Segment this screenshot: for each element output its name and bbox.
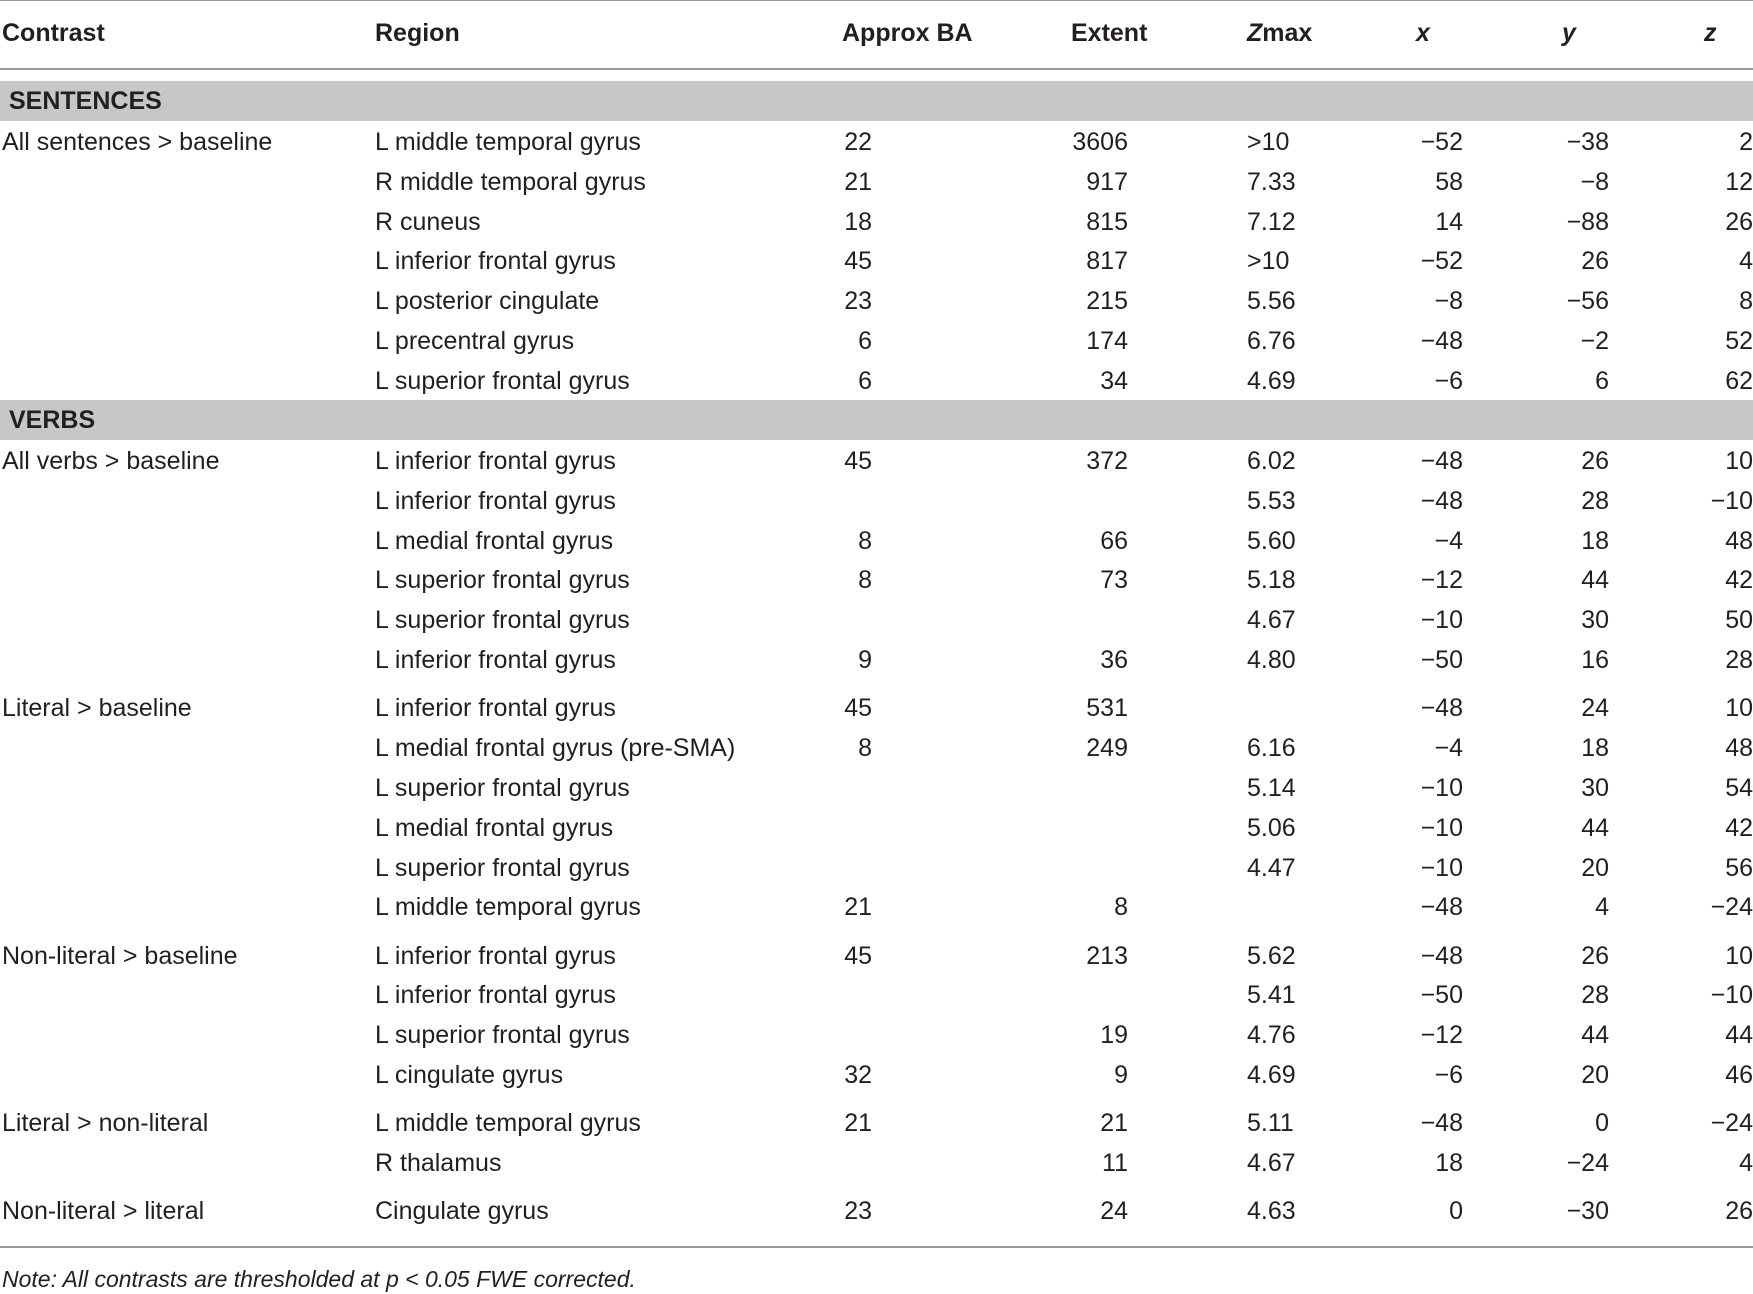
cell-extent: 917 [1086,167,1128,196]
cell-region: R thalamus [375,1149,502,1178]
cell-z: −10 [1710,981,1753,1010]
cell-x: −48 [1420,893,1463,922]
section-header [0,81,1753,121]
cell-zmax: 5.56 [1247,287,1296,316]
cell-extent: 11 [1102,1149,1128,1178]
cell-extent: 21 [1100,1109,1128,1138]
cell-approx-ba: 8 [858,526,872,555]
header-zmax-suffix: max [1262,19,1313,47]
cell-zmax: 6.76 [1247,327,1296,355]
cell-approx-ba: 22 [844,128,872,156]
cell-z: 4 [1739,247,1753,276]
cell-y: 30 [1581,606,1609,635]
cell-extent: 174 [1086,327,1128,355]
cell-z: 12 [1725,167,1753,196]
cell-y: 26 [1581,447,1609,475]
cell-x: −4 [1434,734,1463,763]
table-note: Note: All contrasts are thresholded at p < 0.05 FWE corrected. [2,1266,636,1292]
cell-z: −10 [1710,486,1753,515]
cell-extent: 213 [1086,941,1128,970]
cell-x: −8 [1434,287,1463,316]
cell-z: 42 [1725,566,1753,595]
cell-approx-ba: 8 [858,566,872,595]
cell-zmax: 5.06 [1247,813,1296,842]
cell-extent: 815 [1086,207,1128,236]
cell-y: 26 [1581,247,1609,276]
cell-region: R middle temporal gyrus [375,167,646,196]
cell-y: 20 [1581,853,1609,882]
cell-extent: 34 [1100,366,1128,395]
cell-contrast: Non-literal > baseline [2,941,238,970]
cell-zmax: 7.33 [1247,167,1296,196]
cell-x: −4 [1434,526,1463,555]
cell-region: R cuneus [375,207,481,236]
cell-region: L middle temporal gyrus [375,1109,641,1138]
cell-extent: 36 [1100,646,1128,674]
cell-y: 18 [1581,526,1609,555]
cell-zmax: 5.41 [1247,981,1296,1010]
bottom-rule [0,1246,1753,1248]
cell-x: −50 [1420,646,1463,674]
cell-x: 18 [1435,1149,1463,1178]
cell-zmax: 5.60 [1247,526,1296,555]
cell-extent: 3606 [1072,128,1128,156]
cell-region: L inferior frontal gyrus [375,447,616,475]
section-header [0,400,1753,440]
cell-extent: 19 [1100,1021,1128,1050]
cell-region: L inferior frontal gyrus [375,981,616,1010]
cell-extent: 9 [1114,1061,1128,1089]
cell-approx-ba: 6 [858,327,872,355]
cell-y: 44 [1581,566,1609,595]
cell-z: 10 [1725,694,1753,723]
cell-x: −48 [1420,486,1463,515]
cell-z: 2 [1739,128,1753,156]
cell-x: −48 [1420,447,1463,475]
cell-z: 46 [1725,1061,1753,1089]
cell-z: 42 [1725,813,1753,842]
cell-approx-ba: 45 [844,694,872,723]
cell-x: −10 [1420,853,1463,882]
cell-y: 0 [1595,1109,1609,1138]
cell-y: 28 [1581,486,1609,515]
cell-y: 20 [1581,1061,1609,1089]
cell-extent: 66 [1100,526,1128,555]
cell-y: 6 [1595,366,1609,395]
cell-z: 50 [1725,606,1753,635]
cell-z: 48 [1725,526,1753,555]
cell-y: 26 [1581,941,1609,970]
cell-zmax: 5.53 [1247,486,1296,515]
cell-zmax: >10 [1247,247,1290,276]
cell-z: 4 [1739,1149,1753,1178]
cell-approx-ba: 45 [844,247,872,276]
cell-zmax: 4.67 [1247,606,1296,635]
cell-region: L middle temporal gyrus [375,893,641,922]
cell-zmax: 4.69 [1247,366,1296,395]
cell-z: 10 [1725,941,1753,970]
cell-region: L superior frontal gyrus [375,1021,630,1050]
cell-zmax: 4.76 [1247,1021,1296,1050]
cell-z: −24 [1710,893,1753,922]
cell-region: L medial frontal gyrus [375,526,614,555]
cell-z: 54 [1725,773,1753,802]
cell-zmax: 4.67 [1247,1149,1296,1178]
cell-region: L medial frontal gyrus (pre-SMA) [375,734,736,763]
header-region: Region [375,19,460,47]
cell-y: 4 [1595,893,1609,922]
cell-approx-ba: 23 [844,1197,872,1226]
cell-region: L cingulate gyrus [375,1061,564,1089]
cell-zmax: 5.11 [1247,1109,1294,1138]
cell-region: L inferior frontal gyrus [375,247,616,276]
cell-x: −48 [1420,694,1463,723]
cell-y: 44 [1581,1021,1609,1050]
cell-extent: 531 [1086,694,1128,723]
cell-z: 44 [1725,1021,1753,1050]
cell-approx-ba: 9 [858,646,872,674]
cell-approx-ba: 23 [844,287,872,316]
cell-contrast: All sentences > baseline [2,128,273,156]
cell-extent: 73 [1100,566,1128,595]
cell-extent: 249 [1086,734,1128,763]
cell-x: −50 [1420,981,1463,1010]
cell-x: 0 [1449,1197,1463,1226]
cell-z: 56 [1725,853,1753,882]
cell-x: −48 [1420,327,1463,355]
cell-x: −48 [1420,1109,1463,1138]
cell-contrast: Non-literal > literal [2,1197,205,1226]
cell-x: −10 [1420,606,1463,635]
cell-zmax: 5.14 [1247,773,1296,802]
section-title: VERBS [9,406,96,434]
cell-region: Cingulate gyrus [375,1197,549,1226]
cell-zmax: 5.62 [1247,941,1296,970]
cell-y: 18 [1581,734,1609,763]
cell-y: −56 [1566,287,1609,316]
cell-zmax: 4.80 [1247,646,1296,674]
cell-extent: 8 [1114,893,1128,922]
cell-extent: 372 [1086,447,1128,475]
cell-x: −6 [1434,1061,1463,1089]
cell-contrast: Literal > baseline [2,694,192,723]
header-x: x [1416,19,1430,47]
cell-z: 28 [1725,646,1753,674]
cell-region: L medial frontal gyrus [375,813,614,842]
header-contrast: Contrast [2,19,105,47]
cell-x: −52 [1420,128,1463,156]
cell-z: 52 [1725,327,1753,355]
cell-zmax: 6.02 [1247,447,1296,475]
cell-z: 62 [1725,366,1753,395]
header-rule [0,68,1753,70]
cell-x: −52 [1420,247,1463,276]
cell-x: −48 [1420,941,1463,970]
cell-y: −30 [1566,1197,1609,1226]
cell-x: 58 [1435,167,1463,196]
cell-y: 16 [1581,646,1609,674]
cell-z: 8 [1739,287,1753,316]
cell-x: −6 [1434,366,1463,395]
cell-region: L superior frontal gyrus [375,566,630,595]
cell-region: L precentral gyrus [375,327,575,355]
cell-y: 24 [1581,694,1609,723]
cell-extent: 215 [1086,287,1128,316]
cell-x: 14 [1435,207,1463,236]
cell-contrast: All verbs > baseline [2,447,220,475]
cell-zmax: 5.18 [1247,566,1296,595]
cell-approx-ba: 45 [844,447,872,475]
cell-region: L posterior cingulate [375,287,600,316]
cell-y: 44 [1581,813,1609,842]
cell-x: −10 [1420,773,1463,802]
cell-region: L superior frontal gyrus [375,366,630,395]
cell-zmax: >10 [1247,128,1290,156]
cell-approx-ba: 45 [844,941,872,970]
cell-region: L superior frontal gyrus [375,606,630,635]
cell-zmax: 4.69 [1247,1061,1296,1089]
cell-region: L inferior frontal gyrus [375,694,616,723]
cell-zmax: 4.63 [1247,1197,1296,1226]
cell-approx-ba: 32 [844,1061,872,1089]
cell-y: −8 [1580,167,1609,196]
header-z: z [1704,19,1717,47]
cell-region: L inferior frontal gyrus [375,941,616,970]
header-zmax-z: Z [1247,19,1263,47]
cell-region: L superior frontal gyrus [375,773,630,802]
cell-z: 26 [1725,207,1753,236]
cell-approx-ba: 21 [844,893,872,922]
cell-approx-ba: 21 [844,167,872,196]
cell-x: −12 [1420,1021,1463,1050]
header-approx-ba: Approx BA [842,19,973,47]
cell-z: 10 [1725,447,1753,475]
cell-z: 26 [1725,1197,1753,1226]
cell-zmax: 4.47 [1247,853,1296,882]
cell-approx-ba: 8 [858,734,872,763]
header-extent: Extent [1071,19,1148,47]
header-zmax [1247,0,1312,66]
cell-contrast: Literal > non-literal [2,1109,209,1138]
cell-z: −24 [1710,1109,1753,1138]
cell-region: L inferior frontal gyrus [375,646,616,674]
cell-y: −24 [1566,1149,1609,1178]
cell-y: 30 [1581,773,1609,802]
cell-region: L superior frontal gyrus [375,853,630,882]
cell-y: 28 [1581,981,1609,1010]
cell-z: 48 [1725,734,1753,763]
cell-y: −88 [1566,207,1609,236]
cell-extent: 817 [1086,247,1128,276]
cell-y: −38 [1566,128,1609,156]
cell-y: −2 [1580,327,1609,355]
cell-zmax: 6.16 [1247,734,1296,763]
cell-region: L inferior frontal gyrus [375,486,616,515]
cell-extent: 24 [1100,1197,1128,1226]
cell-approx-ba: 18 [844,207,872,236]
header-y: y [1562,19,1576,47]
cell-approx-ba: 21 [844,1109,872,1138]
section-title: SENTENCES [9,87,162,115]
cell-approx-ba: 6 [858,366,872,395]
cell-region: L middle temporal gyrus [375,128,641,156]
cell-x: −12 [1420,566,1463,595]
cell-x: −10 [1420,813,1463,842]
cell-zmax: 7.12 [1247,207,1296,236]
